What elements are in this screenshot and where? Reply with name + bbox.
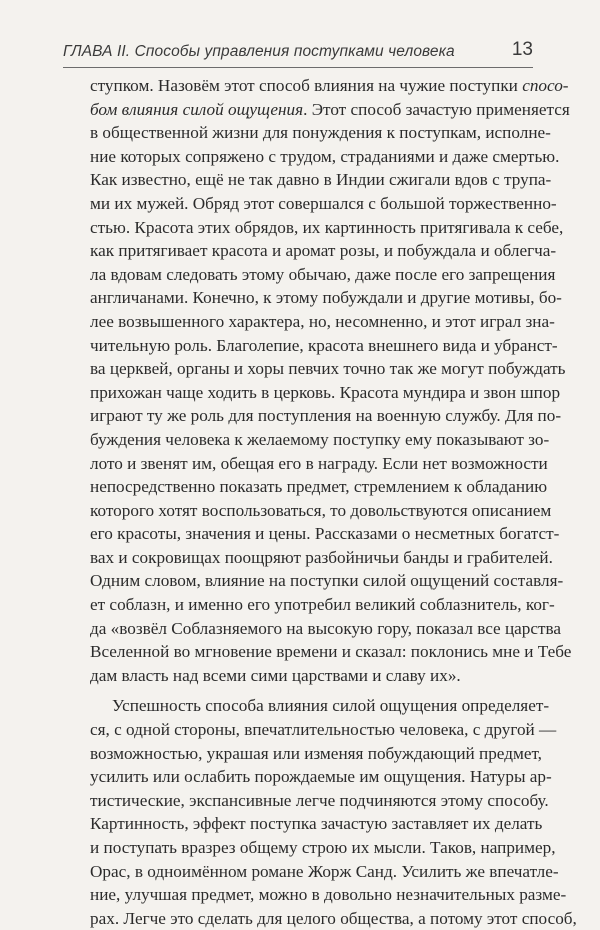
italic-term: спосо- <box>522 76 569 95</box>
text-line: рах. Легче это сделать для целого общества, а потому этот способ, <box>90 908 577 928</box>
text-line: Как известно, ещё не так давно в Индии сжигали вдов с трупа- <box>90 170 552 190</box>
body-text <box>90 74 577 930</box>
italic-term: бом влияния силой ощущения <box>90 99 304 119</box>
text-line: чительную роль. Благолепие, красота внешнего вида и убранст- <box>90 335 558 355</box>
chapter-title: ГЛАВА II. Способы управления поступками человека <box>63 43 455 60</box>
header-rule <box>63 67 533 68</box>
running-header <box>63 38 533 70</box>
text-line: вах и сокровищах поощряют разбойничьи банды и грабителей. <box>90 547 553 567</box>
page-number: 13 <box>511 39 533 60</box>
text-line: ми их мужей. Обряд этот совершался с большой торжественно- <box>90 193 557 213</box>
text-line: как притягивает красота и аромат розы, и побуждала и облегча- <box>90 241 557 261</box>
text-line: стью. Красота этих обрядов, их картинность притягивала к себе, <box>90 217 564 237</box>
text-line: усилить или ослабить порождаемые им ощущения. Натуры ар- <box>90 767 552 787</box>
text-fragment: ступком. Назовём этот способ влияния на чужие поступки <box>90 76 523 95</box>
text-line: лото и звенят им, обещая его в награду. Если нет возможности <box>90 453 548 473</box>
text-line: тистические, экспансивные легче подчиняются этому способу. <box>90 790 549 810</box>
text-line: возможностью, украшая или изменяя побуждающий предмет, <box>90 743 542 763</box>
text-line: в общественной жизни для понуждения к поступкам, исполне- <box>90 123 551 143</box>
text-line: играют ту же роль для поступления на военную службу. Для по- <box>90 406 562 426</box>
text-line: Орас, в одноимённом романе Жорж Санд. Усилить же впечатле- <box>90 861 559 881</box>
text-line <box>90 98 570 122</box>
text-line: и поступать вразрез общему строю их мысли. Таков, например, <box>90 838 556 857</box>
text-line: да «возвёл Соблазняемого на высокую гору, показал все царства <box>90 618 562 638</box>
text-line: которого хотят воспользоваться, то довольствуются описанием <box>90 500 552 520</box>
text-line <box>90 74 569 98</box>
text-line: прихожан чаще ходить в церковь. Красота мундира и звон шпор <box>90 382 561 402</box>
text-line: ние которых сопряжено с трудом, страданиями и даже смертью. <box>90 146 560 166</box>
text-line: непосредственно показать предмет, стремлением к обладанию <box>90 477 548 497</box>
text-line: англичанами. Конечно, к этому побуждали и другие мотивы, бо- <box>90 288 562 308</box>
text-line: Картинность, эффект поступка зачастую заставляет их делать <box>90 814 543 834</box>
text-fragment: . Этот способ зачастую применяется <box>303 99 570 119</box>
text-line: ние, улучшая предмет, можно в довольно незначительных разме- <box>90 885 567 905</box>
text-line: Вселенной во мгновение времени и сказал: поклонись мне и Тебе <box>90 642 572 662</box>
text-line: Одним словом, влияние на поступки силой ощущений составля- <box>90 571 564 591</box>
text-line: лее возвышенного характера, но, несомненно, и этот играл зна- <box>90 311 555 331</box>
text-line: его красоты, значения и цены. Рассказами о несметных богатст- <box>90 524 560 544</box>
text-line-indented: Успешность способа влияния силой ощущения определяет- <box>112 696 550 716</box>
text-line: буждения человека к желаемому поступку ему показывают зо- <box>90 429 550 449</box>
text-line: ся, с одной стороны, впечатлительностью человека, с другой — <box>90 720 557 740</box>
text-line: ва церквей, органы и хоры певчих точно так же могут побуждать <box>90 359 566 379</box>
text-line-last: дам власть над всеми сими царствами и славу их». <box>90 665 461 685</box>
paragraph-gap <box>90 687 514 694</box>
text-line: ла вдовам следовать этому обычаю, даже после его запрещения <box>90 264 556 284</box>
text-line: ет соблазн, и именно его употребил великий соблазнитель, ког- <box>90 595 555 615</box>
